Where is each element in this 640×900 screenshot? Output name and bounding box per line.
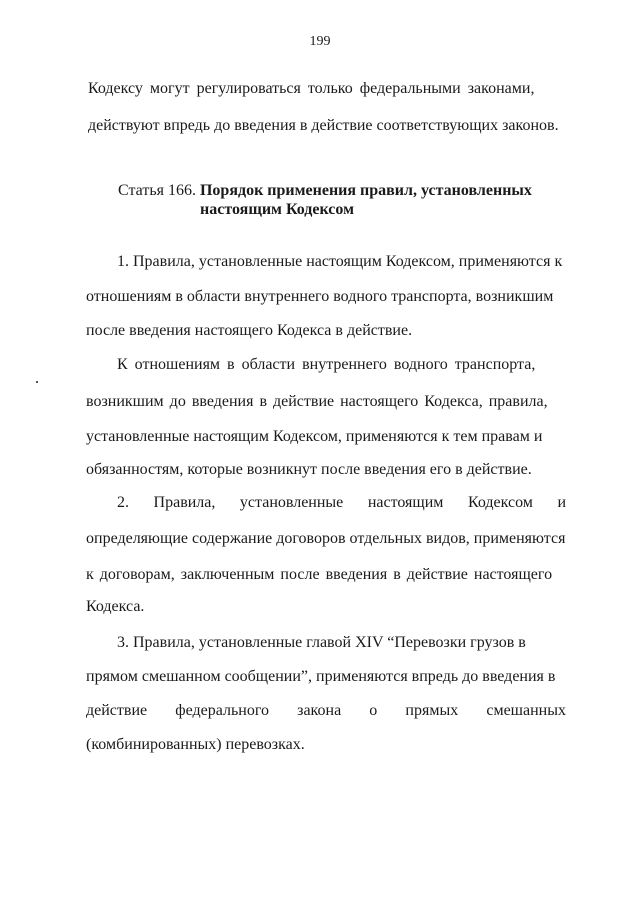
paragraph-3-line-2: определяющие содержание договоров отдельных видов, применяются (86, 530, 566, 547)
word: прямых (405, 702, 459, 719)
word: установленные (239, 494, 344, 511)
paragraph-2-line-3: установленные настоящим Кодексом, применяются к тем правам и (86, 428, 543, 445)
paragraph-2-line-2: возникшим до введения в действие настоящего Кодекса, правила, (86, 393, 548, 410)
paragraph-3-line-3: к договорам, заключенным после введения в действие настоящего (86, 566, 553, 583)
article-label: Статья 166. (118, 182, 196, 199)
paragraph-4-line-4: (комбинированных) перевозках. (86, 736, 305, 753)
paragraph-3-line-4: Кодекса. (86, 598, 145, 615)
article-heading-line-1 (118, 182, 532, 200)
word: и (557, 494, 566, 511)
top-paragraph-line-2: действуют впредь до введения в действие соответствующих законов. (88, 117, 559, 134)
word: закона (297, 702, 342, 719)
paragraph-4-line-3 (86, 702, 566, 720)
paragraph-3-line-1 (117, 494, 566, 512)
word: федерального (175, 702, 269, 719)
article-title-line-2: настоящим Кодексом (200, 201, 354, 218)
paragraph-1-line-3: после введения настоящего Кодекса в действие. (86, 322, 413, 339)
word: действие (86, 702, 148, 719)
word: о (369, 702, 378, 719)
paragraph-2-line-1: К отношениям в области внутреннего водного транспорта, (117, 356, 536, 373)
text: Кодексу могут регулироваться только федеральными законами, (88, 80, 535, 97)
paragraph-1-line-2: отношениям в области внутреннего водного транспорта, возникшим (86, 288, 554, 305)
paragraph-4-line-1: 3. Правила, установленные главой XIV “Перевозки грузов в (117, 634, 526, 651)
paragraph-2-line-4: обязанностям, которые возникнут после введения его в действие. (86, 461, 532, 478)
word: 2. (117, 494, 129, 511)
word: смешанных (486, 702, 566, 719)
word: Правила, (153, 494, 216, 511)
article-title: Порядок применения правил, установленных (199, 182, 532, 199)
paragraph-4-line-2: прямом смешанном сообщении”, применяются впредь до введения в (86, 668, 556, 685)
page-number: 199 (309, 34, 331, 49)
paragraph-1-line-1: 1. Правила, установленные настоящим Кодексом, применяются к (117, 253, 563, 270)
top-paragraph-line-1 (88, 80, 568, 98)
word: Кодексом (467, 494, 533, 511)
word: настоящим (367, 494, 444, 511)
scan-speck (36, 381, 38, 383)
